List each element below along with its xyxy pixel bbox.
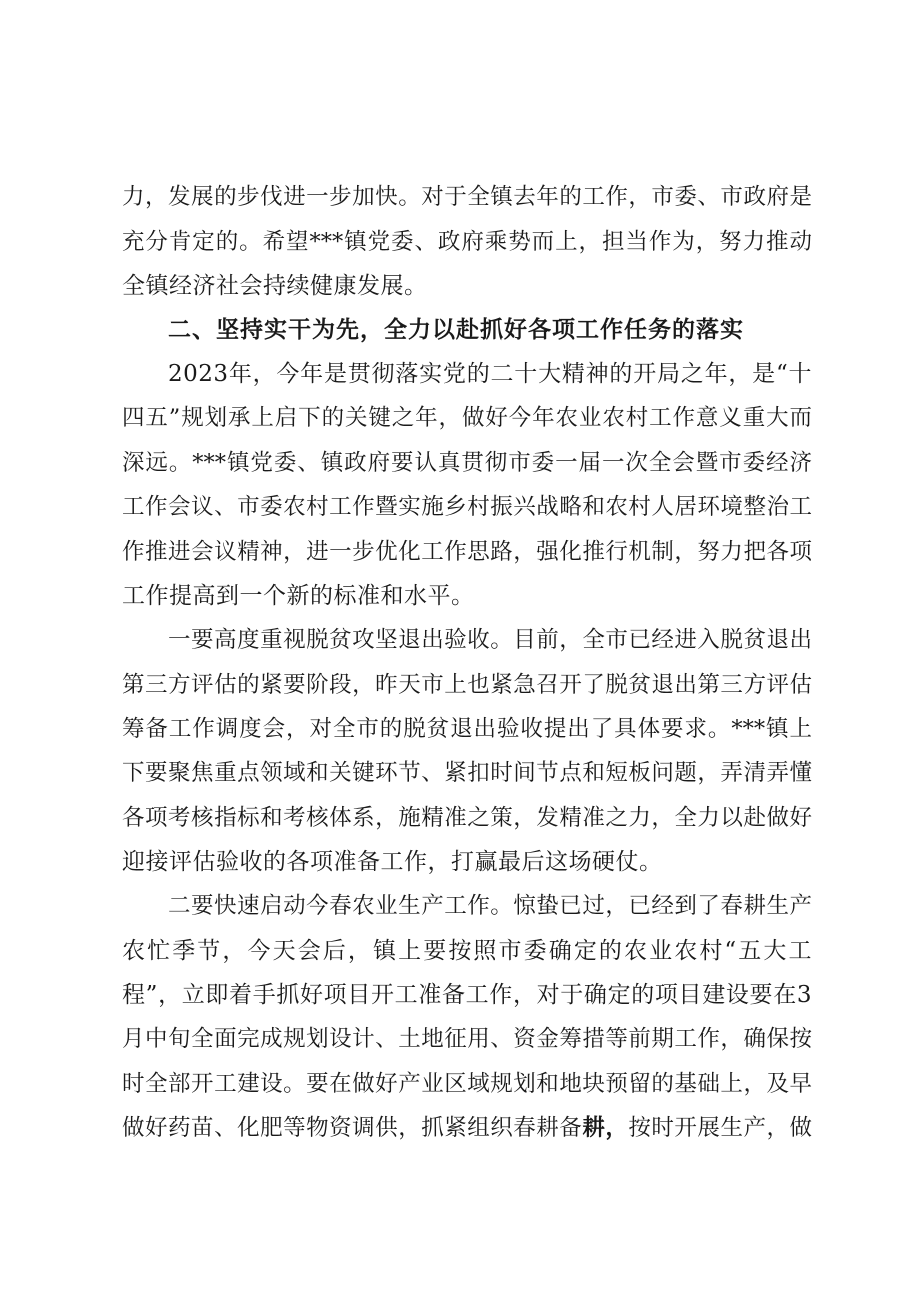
body-text-line: 下要聚焦重点领域和关键环节、紧扣时间节点和短板问题，弄清弄懂 <box>122 760 812 786</box>
body-text-line: 作推进会议精神，进一步优化工作思路，强化推行机制，努力把各项 <box>122 539 812 565</box>
body-text-line: 深远。***镇党委、镇政府要认真贯彻市委一届一次全会暨市委经济 <box>122 450 812 476</box>
body-text-line: 四五”规划承上启下的关键之年，做好今年农业农村工作意义重大而 <box>122 405 812 431</box>
body-text-line: 工作会议、市委农村工作暨实施乡村振兴战略和农村人居环境整治工 <box>122 494 812 520</box>
body-text-line: 力，发展的步伐进一步加快。对于全镇去年的工作，市委、市政府是 <box>122 184 812 210</box>
final-line-end: 按时开展生产，做 <box>628 1115 812 1141</box>
body-text-line: 各项考核指标和考核体系，施精准之策，发精准之力，全力以赴做好 <box>122 805 812 831</box>
body-text-line: 二要快速启动今春农业生产工作。惊蛰已过，已经到了春耕生产 <box>168 893 812 919</box>
section-heading: 二、坚持实干为先，全力以赴抓好各项工作任务的落实 <box>168 317 744 343</box>
body-text-line: 月中旬全面完成规划设计、土地征用、资金筹措等前期工作，确保按 <box>122 1026 812 1052</box>
final-line-bold: 耕， <box>582 1115 629 1141</box>
body-text-line: 充分肯定的。希望***镇党委、政府乘势而上，担当作为，努力推动 <box>122 229 812 255</box>
body-text-line-final <box>122 1108 812 1148</box>
body-text-line: 农忙季节，今天会后，镇上要按照市委确定的农业农村“五大工 <box>122 938 812 964</box>
body-text-line: 筹备工作调度会，对全市的脱贫退出验收提出了具体要求。***镇上 <box>122 716 812 742</box>
body-text-line: 全镇经济社会持续健康发展。 <box>122 273 428 299</box>
body-text-line: 工作提高到一个新的标准和水平。 <box>122 583 475 609</box>
body-text-line: 一要高度重视脱贫攻坚退出验收。目前，全市已经进入脱贫退出 <box>168 627 812 653</box>
final-line-start: 做好药苗、化肥等物资调供，抓紧组织春耕备 <box>122 1115 583 1141</box>
body-text-line: 程”，立即着手抓好项目开工准备工作，对于确定的项目建设要在3 <box>122 982 812 1008</box>
body-text-line: 迎接评估验收的各项准备工作，打赢最后这场硬仗。 <box>122 849 663 875</box>
body-text-line: 第三方评估的紧要阶段，昨天市上也紧急召开了脱贫退出第三方评估 <box>122 672 812 698</box>
body-text-line: 时全部开工建设。要在做好产业区域规划和地块预留的基础上，及早 <box>122 1071 812 1097</box>
body-text-line: 2023年，今年是贯彻落实党的二十大精神的开局之年，是“十 <box>168 361 812 387</box>
